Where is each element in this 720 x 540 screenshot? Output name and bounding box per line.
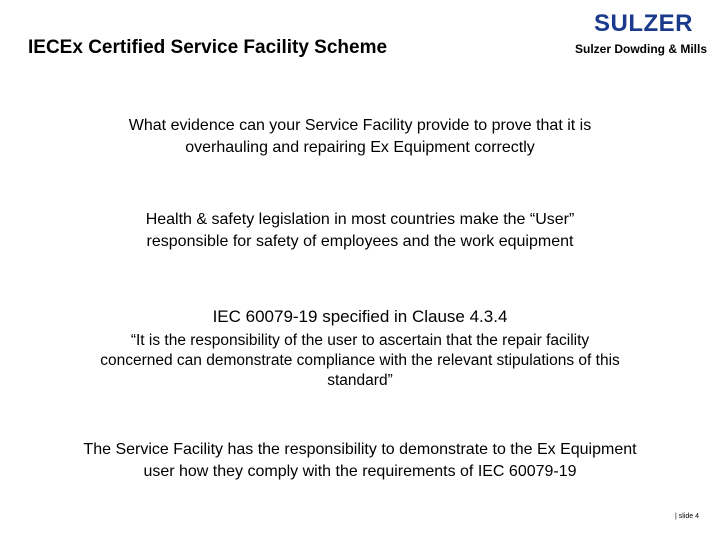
paragraph-legislation (0, 209, 720, 253)
sulzer-logo: SULZER (594, 10, 693, 37)
text-line: IEC 60079-19 specified in Clause 4.3.4 (212, 307, 508, 326)
text-line: standard” (327, 372, 393, 389)
slide-title: IECEx Certified Service Facility Scheme (28, 37, 388, 58)
text-line: concerned can demonstrate compliance with the relevant stipulations of this (100, 352, 620, 369)
text-line: The Service Facility has the responsibility to demonstrate to the Ex Equipment (83, 441, 637, 458)
text-line: What evidence can your Service Facility provide to prove that it is (128, 117, 592, 134)
text-line: overhauling and repairing Ex Equipment correctly (185, 139, 535, 156)
text-line: Health & safety legislation in most countries make the “User” (145, 211, 575, 228)
standard-clause-heading (0, 306, 720, 328)
company-name: Sulzer Dowding & Mills (574, 42, 707, 56)
paragraph-responsibility (0, 439, 720, 483)
standard-quote (0, 331, 720, 391)
text-line: “It is the responsibility of the user to ascertain that the repair facility (130, 332, 590, 349)
text-line: responsible for safety of employees and the work equipment (146, 233, 574, 250)
slide-number: | slide 4 (675, 513, 699, 520)
paragraph-evidence-question (0, 115, 720, 159)
text-line: user how they comply with the requirements of IEC 60079-19 (143, 463, 577, 480)
